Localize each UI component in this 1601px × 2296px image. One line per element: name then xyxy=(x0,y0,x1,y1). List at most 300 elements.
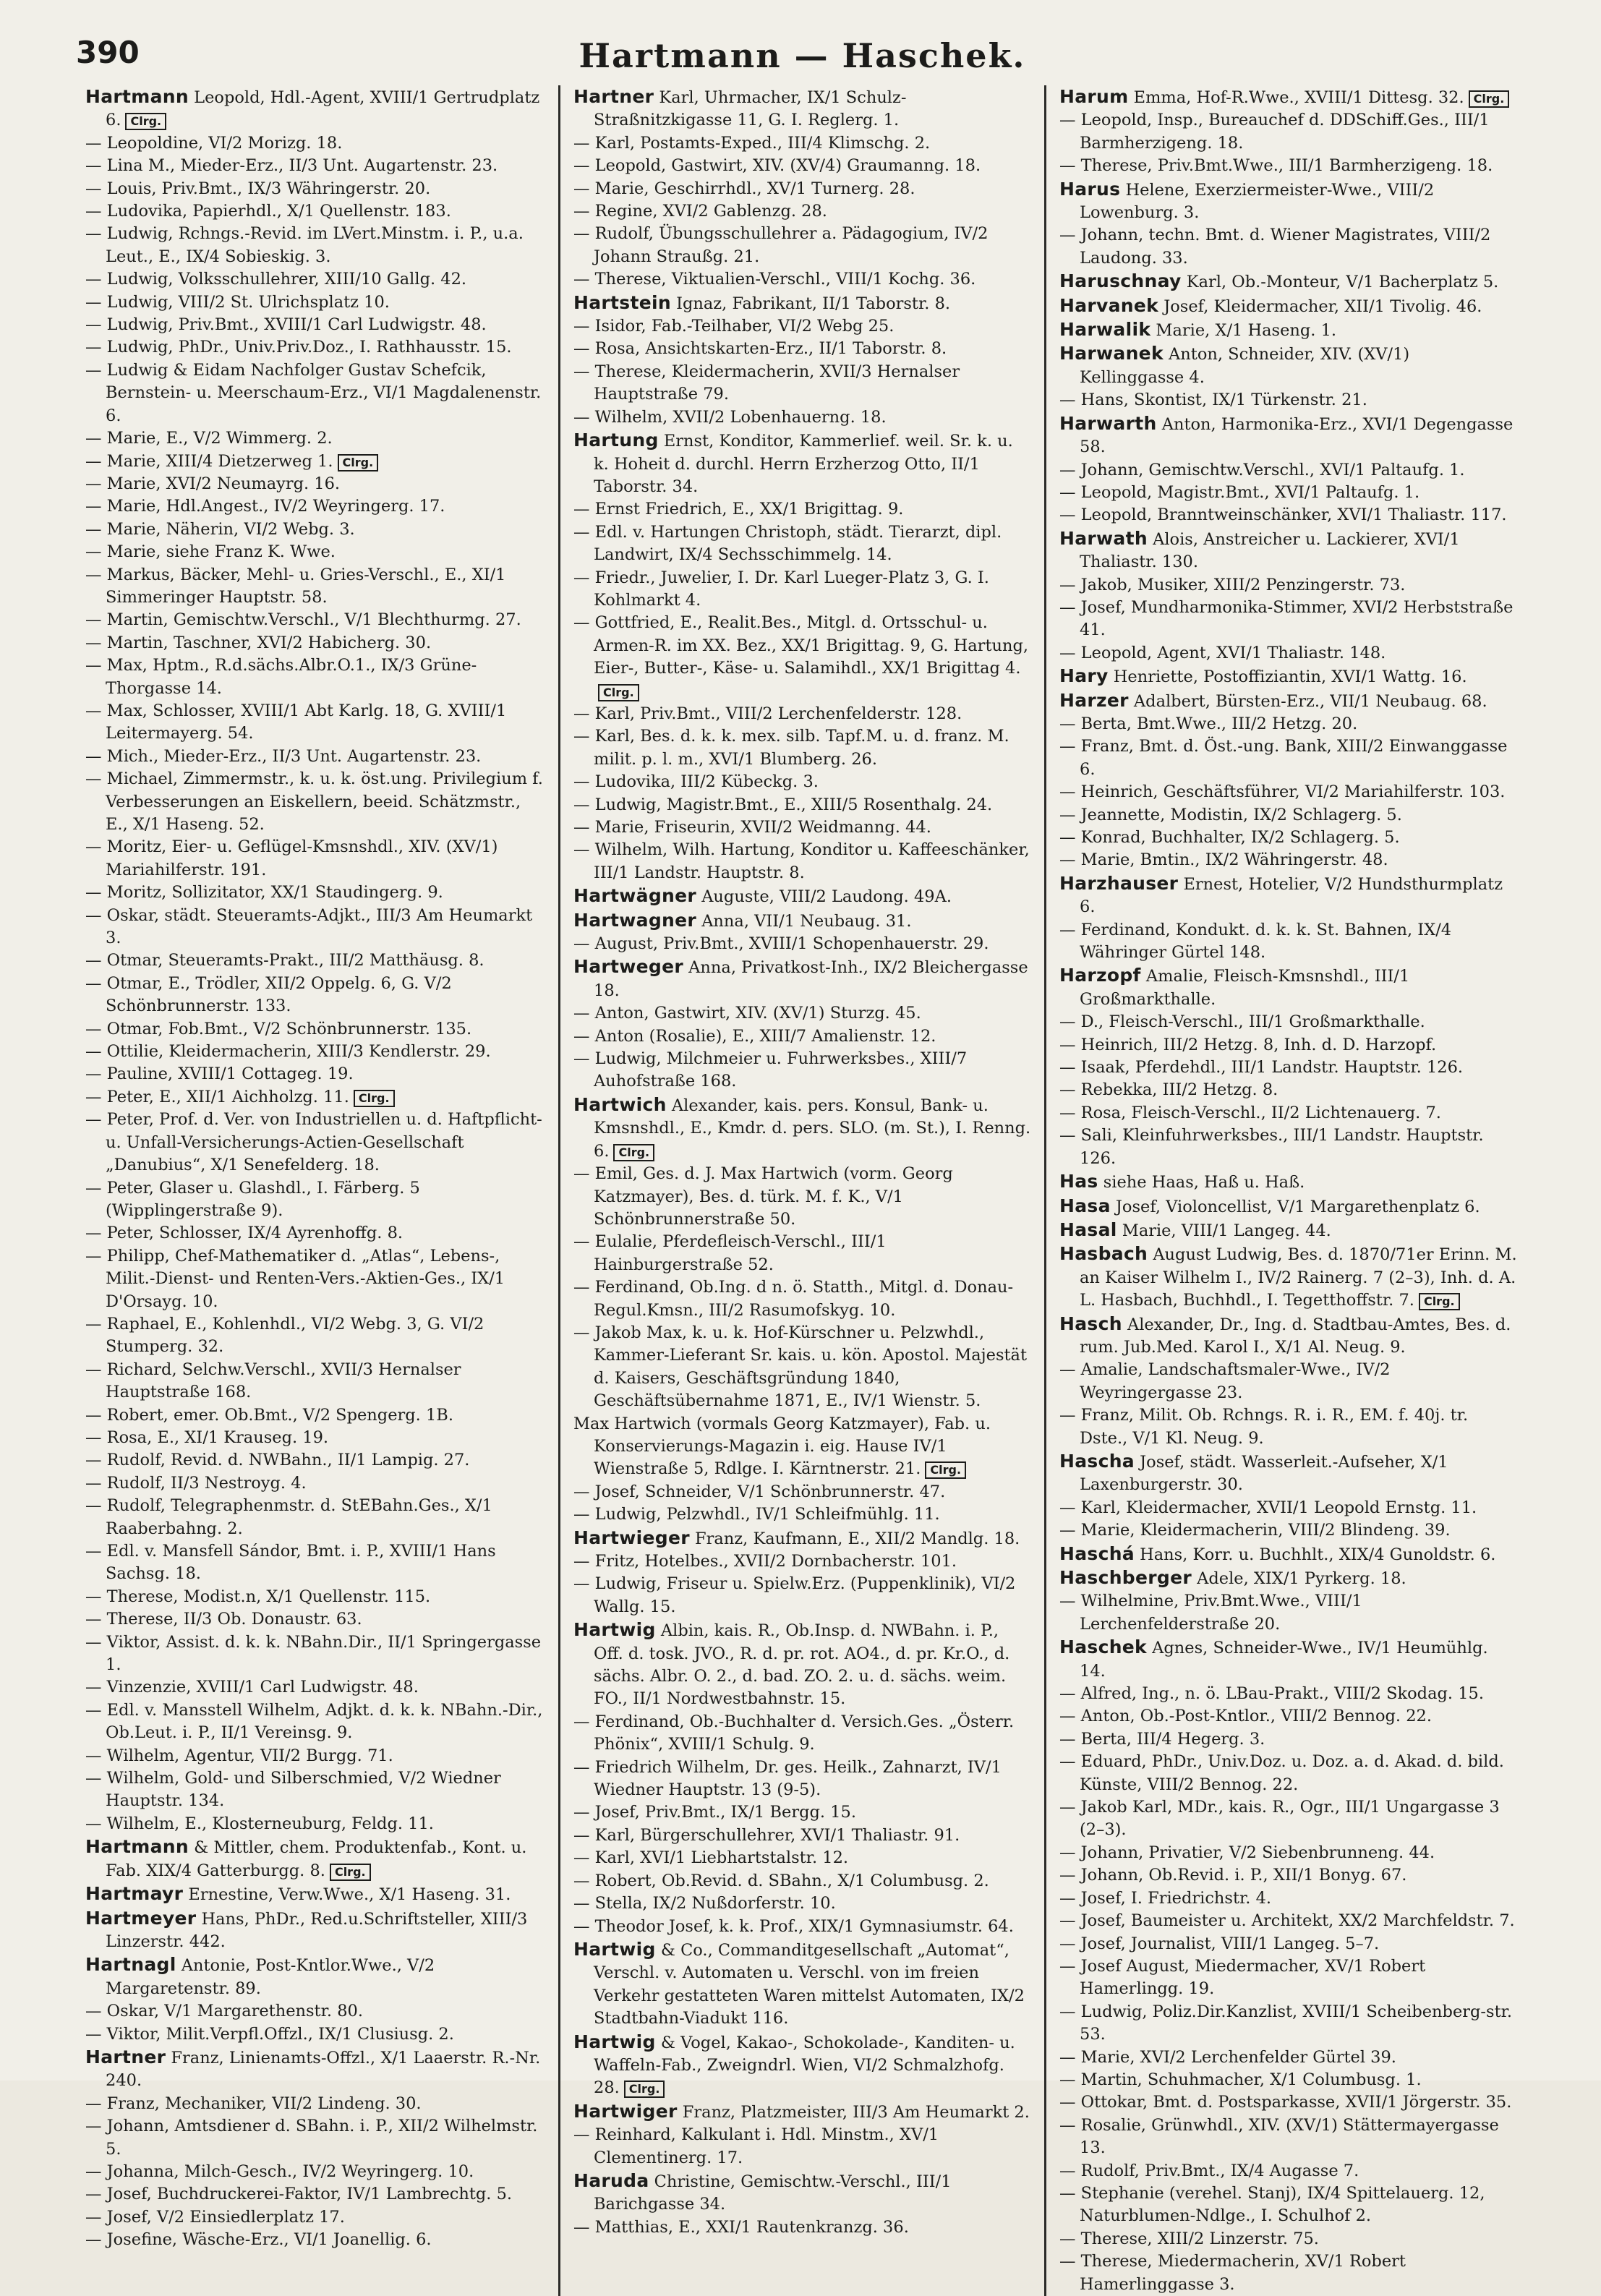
directory-entry xyxy=(1059,1034,1517,1057)
entry-text: — Ernst Friedrich, E., XX/1 Brigittag. 9. xyxy=(573,500,904,519)
directory-entry xyxy=(1059,1242,1517,1312)
directory-entry xyxy=(1059,2001,1517,2047)
directory-entry xyxy=(85,905,545,950)
entry-surname: Haruschnay xyxy=(1059,270,1182,292)
directory-entry xyxy=(1059,1910,1517,1932)
entry-text: — Berta, Bmt.Wwe., III/2 Hetzg. 20. xyxy=(1059,714,1358,733)
entry-text: — Johann, Gemischtw.Verschl., XVI/1 Paltaufg. 1. xyxy=(1059,460,1465,479)
entry-text: — Rudolf, Telegraphenmstr. d. StEBahn.Ges., X/1 Raaberbahng. 2. xyxy=(85,1496,492,1538)
entry-surname: Haschek xyxy=(1059,1636,1147,1658)
clearing-badge: Clrg. xyxy=(1469,90,1510,108)
directory-entry xyxy=(85,564,545,610)
directory-entry xyxy=(1059,2114,1517,2160)
entry-text: — Rosa, Ansichtskarten-Erz., II/1 Taborstr. 8. xyxy=(573,339,947,359)
entry-text: Ernst, Konditor, Kammerlief. weil. Sr. k. u. k. Hoheit d. durchl. Herrn Erzherzog Otto, II/1 Taborstr. 34. xyxy=(594,432,1013,496)
directory-entry xyxy=(573,2031,1031,2100)
directory-entry xyxy=(85,155,545,177)
entry-text: — Rosalie, Grünwhdl., XIV. (XV/1) Stättermayergasse 13. xyxy=(1059,2115,1499,2158)
directory-entry xyxy=(85,132,545,155)
directory-entry xyxy=(573,361,1031,406)
entry-text: — Josefine, Wäsche-Erz., VI/1 Joanellig. 6. xyxy=(85,2230,432,2250)
directory-entry xyxy=(85,1631,545,1677)
entry-text: Amalie, Fleisch-Kmsnshdl., III/1 Großmarkthalle. xyxy=(1080,967,1410,1009)
directory-entry xyxy=(85,1835,545,1882)
directory-entry xyxy=(573,1231,1031,1276)
entry-text: Anton, Schneider, XIV. (XV/1) Kellinggasse 4. xyxy=(1080,345,1410,387)
entry-surname: Hascha xyxy=(1059,1450,1135,1472)
entry-text: — Ludwig, Milchmeier u. Fuhrwerksbes., XIII/7 Auhofstraße 168. xyxy=(573,1049,968,1091)
entry-text: — Karl, Kleidermacher, XVII/1 Leopold Ernstg. 11. xyxy=(1059,1498,1477,1517)
entry-text: — Eulalie, Pferdefleisch-Verschl., III/1 Hainburgerstraße 52. xyxy=(573,1232,887,1274)
directory-entry xyxy=(85,654,545,700)
entry-surname: Harzer xyxy=(1059,689,1129,711)
entry-text: — Friedr., Juwelier, I. Dr. Karl Lueger-Platz 3, G. I. Kohlmarkt 4. xyxy=(573,568,989,610)
entry-text: — Marie, Näherin, VI/2 Webg. 3. xyxy=(85,519,355,539)
directory-entry xyxy=(1059,1796,1517,1842)
entry-surname: Hasch xyxy=(1059,1313,1122,1334)
entry-text: — Jakob Max, k. u. k. Hof-Kürschner u. Pelzwhdl., Kammer-Lieferant Sr. kais. u. kön. Apostol. Majestät d. Kaisers, Geschäftsgründung 1840, Geschäftsübernahme 1871, E., IV/1 Wienstr. 5. xyxy=(573,1323,1028,1411)
entry-text: Alexander, kais. pers. Konsul, Bank- u. Kmsnshdl., E., Kmdr. d. pers. SLO. (m. St.), I. Renng. 6. xyxy=(594,1096,1031,1161)
directory-entry xyxy=(573,1413,1031,1481)
directory-entry xyxy=(573,1870,1031,1892)
directory-entry xyxy=(1059,1102,1517,1124)
entry-text: — Josef, I. Friedrichstr. 4. xyxy=(1059,1888,1272,1908)
directory-entry xyxy=(1059,109,1517,155)
entry-text: — Leopold, Magistr.Bmt., XVI/1 Paltaufg. 1. xyxy=(1059,482,1420,502)
entry-text: — Peter, E., XII/1 Aichholzg. 11. xyxy=(85,1087,349,1106)
directory-entry xyxy=(85,85,545,132)
entry-text: — August, Priv.Bmt., XVIII/1 Schopenhauerstr. 29. xyxy=(573,934,989,954)
entry-text: Ernest, Hotelier, V/2 Hundsthurmplatz 6. xyxy=(1080,874,1503,917)
directory-entry xyxy=(85,1953,545,2000)
directory-entry xyxy=(573,567,1031,613)
directory-entry xyxy=(1059,1933,1517,1955)
entry-surname: Hasbach xyxy=(1059,1243,1148,1265)
directory-entry xyxy=(573,771,1031,793)
entry-text: — Edl. v. Mansstell Wilhelm, Adjkt. d. k. k. NBahn.-Dir., Ob.Leut. i. P., II/1 Vereinsg. 9. xyxy=(85,1700,543,1743)
entry-text: — Fritz, Hotelbes., XVII/2 Dornbacherstr. 101. xyxy=(573,1552,957,1571)
directory-entry xyxy=(85,1404,545,1427)
entry-text: — Markus, Bäcker, Mehl- u. Gries-Verschl., E., XI/1 Simmeringer Hauptstr. 58. xyxy=(85,565,506,607)
directory-entry xyxy=(85,1359,545,1404)
directory-entry xyxy=(85,1449,545,1472)
directory-entry xyxy=(1059,2091,1517,2114)
directory-entry xyxy=(573,1711,1031,1757)
clearing-badge: Clrg. xyxy=(354,1090,395,1107)
directory-entry xyxy=(1059,1450,1517,1497)
entry-text: — Anton, Ob.-Post-Kntlor., VIII/2 Bennog. 22. xyxy=(1059,1707,1432,1726)
entry-surname: Hartwägner xyxy=(573,885,697,907)
entry-text: — Ludwig, VIII/2 St. Ulrichsplatz 10. xyxy=(85,292,390,312)
directory-entry xyxy=(573,429,1031,498)
directory-entry xyxy=(1059,964,1517,1011)
entry-text: Helene, Exerziermeister-Wwe., VIII/2 Lowenburg. 3. xyxy=(1080,180,1435,223)
entry-surname: Harwarth xyxy=(1059,412,1157,434)
entry-text: — Rosa, E., XI/1 Krauseg. 19. xyxy=(85,1427,329,1447)
directory-entry xyxy=(1059,849,1517,871)
directory-entry xyxy=(1059,1542,1517,1566)
directory-entry xyxy=(573,1002,1031,1025)
directory-entry xyxy=(85,223,545,268)
entry-text: — Ottokar, Bmt. d. Postsparkasse, XVII/1 Jörgerstr. 35. xyxy=(1059,2093,1512,2112)
entry-text: — Ludwig, Magistr.Bmt., E., XIII/5 Rosenthalg. 24. xyxy=(573,795,993,814)
directory-entry xyxy=(573,725,1031,771)
entry-text: — Josef, Schneider, V/1 Schönbrunnerstr. 47. xyxy=(573,1482,946,1501)
entry-text: siehe Haas, Haß u. Haß. xyxy=(1103,1173,1305,1192)
directory-entry xyxy=(1059,1751,1517,1796)
entry-text: Franz, Platzmeister, III/3 Am Heumarkt 2. xyxy=(682,2102,1030,2122)
entry-text: — Otmar, Fob.Bmt., V/2 Schönbrunnerstr. 135. xyxy=(85,1019,472,1038)
directory-entry xyxy=(1059,872,1517,919)
entry-text: — Max, Schlosser, XVIII/1 Abt Karlg. 18, G. XVIII/1 Leitermayerg. 54. xyxy=(85,701,507,743)
directory-entry xyxy=(1059,342,1517,389)
directory-entry xyxy=(85,882,545,904)
directory-entry xyxy=(1059,1955,1517,2001)
entry-text: — Johanna, Milch-Gesch., IV/2 Weyringerg. 10. xyxy=(85,2161,474,2181)
entry-surname: Hartwiger xyxy=(573,2100,678,2122)
entry-text: — Amalie, Landschaftsmaler-Wwe., IV/2 Weyringergasse 23. xyxy=(1059,1360,1391,1402)
entry-text: — Otmar, Steueramts-Prakt., III/2 Matthäusg. 8. xyxy=(85,951,484,970)
entry-surname: Harzopf xyxy=(1059,965,1141,986)
entry-text: — Robert, Ob.Revid. d. SBahn., X/1 Columbusg. 2. xyxy=(573,1871,989,1890)
entry-text: — Rebekka, III/2 Hetzg. 8. xyxy=(1059,1080,1278,1100)
directory-entry xyxy=(1059,642,1517,665)
entry-text: — Vinzenzie, XVIII/1 Carl Ludwigstr. 48. xyxy=(85,1678,419,1697)
entry-text: Christine, Gemischtw.-Verschl., III/1 Barichgasse 34. xyxy=(594,2172,952,2214)
entry-surname: Haschá xyxy=(1059,1542,1135,1564)
directory-entry xyxy=(573,291,1031,315)
directory-entry xyxy=(85,1767,545,1813)
entry-text: — Oskar, V/1 Margarethenstr. 80. xyxy=(85,2002,363,2021)
directory-entry xyxy=(573,1025,1031,1048)
entry-text: — Josef August, Miedermacher, XV/1 Robert Hamerlingg. 19. xyxy=(1059,1956,1426,1999)
directory-entry xyxy=(573,1938,1031,2031)
entry-surname: Hartwig xyxy=(573,1938,656,1960)
clearing-badge: Clrg. xyxy=(613,1144,654,1161)
directory-entry xyxy=(1059,827,1517,849)
entry-surname: Harzhauser xyxy=(1059,872,1179,894)
entry-text: — Ludwig, PhDr., Univ.Priv.Doz., I. Rathhausstr. 15. xyxy=(85,338,512,357)
entry-text: — Martin, Gemischtw.Verschl., V/1 Blechthurmg. 27. xyxy=(85,610,521,630)
entry-text: Alexander, Dr., Ing. d. Stadtbau-Amtes, Bes. d. rum. Jub.Med. Karol I., X/1 Al. Neug. 9. xyxy=(1080,1315,1511,1357)
directory-entry xyxy=(85,2023,545,2046)
directory-entry xyxy=(1059,735,1517,781)
directory-entry xyxy=(1059,85,1517,109)
directory-entry xyxy=(85,1109,545,1177)
directory-entry xyxy=(1059,1011,1517,1033)
directory-entry xyxy=(1059,527,1517,574)
directory-entry xyxy=(573,315,1031,338)
entry-text: — Ludwig, Friseur u. Spielw.Erz. (Puppenklinik), VI/2 Wallg. 15. xyxy=(573,1574,1016,1616)
entry-text: Anton, Harmonika-Erz., XVI/1 Degengasse 58. xyxy=(1080,414,1514,457)
entry-text: — Matthias, E., XXI/1 Rautenkranzg. 36. xyxy=(573,2217,909,2237)
entry-surname: Harwanek xyxy=(1059,343,1164,364)
directory-entry xyxy=(573,884,1031,908)
entry-text: — Sali, Kleinfuhrwerksbes., III/1 Landstr. Hauptstr. 126. xyxy=(1059,1126,1484,1168)
directory-entry xyxy=(1059,412,1517,459)
entry-text: — Therese, XIII/2 Linzerstr. 75. xyxy=(1059,2229,1319,2248)
running-head: Hartmann — Haschek. xyxy=(579,36,1026,75)
entry-text: — Oskar, städt. Steueramts-Adjkt., III/3 Am Heumarkt 3. xyxy=(85,905,533,948)
directory-entry xyxy=(573,1618,1031,1711)
directory-entry xyxy=(1059,689,1517,713)
directory-entry xyxy=(1059,504,1517,526)
directory-entry xyxy=(573,2124,1031,2169)
entry-text: — Leopold, Gastwirt, XIV. (XV/4) Graumanng. 18. xyxy=(573,156,981,176)
directory-entry xyxy=(85,2229,545,2251)
entry-text: — Karl, Bes. d. k. k. mex. silb. Tapf.M. u. d. franz. M. milit. p. l. m., XVI/1 Blumberg. 26. xyxy=(573,727,1009,769)
entry-text: — Leopold, Branntweinschänker, XVI/1 Thaliastr. 117. xyxy=(1059,505,1507,525)
directory-entry xyxy=(1059,597,1517,642)
entry-text: — Konrad, Buchhalter, IX/2 Schlagerg. 5. xyxy=(1059,828,1400,847)
entry-text: — Jakob Karl, MDr., kais. R., Ogr., III/1 Ungargasse 3 (2–3). xyxy=(1059,1798,1500,1840)
entry-surname: Hartweger xyxy=(573,956,684,978)
entry-text: & Mittler, chem. Produktenfab., Kont. u. Fab. XIX/4 Gatterburgg. 8. xyxy=(106,1838,527,1880)
directory-entry xyxy=(85,1086,545,1109)
entry-text: — Emil, Ges. d. J. Max Hartwich (vorm. Georg Katzmayer), Bes. d. türk. M. f. K., V/1 Schönbrunnerstraße 50. xyxy=(573,1164,953,1229)
directory-entry xyxy=(573,223,1031,268)
directory-entry xyxy=(1059,155,1517,177)
directory-entry xyxy=(1059,1887,1517,1910)
directory-entry xyxy=(85,1313,545,1359)
clearing-badge: Clrg. xyxy=(330,1864,371,1881)
entry-text: — Berta, III/4 Hegerg. 3. xyxy=(1059,1729,1265,1749)
directory-entry xyxy=(1059,1170,1517,1194)
clearing-badge: Clrg. xyxy=(624,2081,665,2098)
directory-entry xyxy=(1059,2182,1517,2228)
entry-text: — Karl, Bürgerschullehrer, XVI/1 Thaliastr. 91. xyxy=(573,1825,960,1845)
directory-entry xyxy=(1059,1079,1517,1101)
entry-text: — Therese, II/3 Ob. Donaustr. 63. xyxy=(85,1610,362,1629)
entry-surname: Hartwagner xyxy=(573,909,697,931)
directory-entry xyxy=(573,338,1031,360)
directory-entry xyxy=(573,1573,1031,1618)
directory-entry xyxy=(85,2046,545,2093)
entry-text: — Marie, XVI/2 Neumayrg. 16. xyxy=(85,474,341,493)
directory-entry xyxy=(1059,1219,1517,1242)
directory-entry xyxy=(85,700,545,746)
directory-entry xyxy=(85,1745,545,1767)
entry-text: — Rudolf, Übungsschullehrer a. Pädagogium, IV/2 Johann Straußg. 21. xyxy=(573,224,989,266)
entry-text: — Franz, Milit. Ob. Rchngs. R. i. R., EM. f. 40j. tr. Dste., V/1 Kl. Neug. 9. xyxy=(1059,1406,1469,1448)
directory-entry xyxy=(573,1048,1031,1093)
directory-entry xyxy=(85,2115,545,2161)
entry-text: — Pauline, XVIII/1 Cottageg. 19. xyxy=(85,1064,354,1084)
entry-text: — Reinhard, Kalkulant i. Hdl. Minstm., XV/1 Clementinerg. 17. xyxy=(573,2125,939,2167)
entry-text: — Therese, Viktualien-Verschl., VIII/1 Kochg. 36. xyxy=(573,270,976,289)
entry-text: — Josef, Journalist, VIII/1 Langeg. 5–7. xyxy=(1059,1934,1380,1953)
entry-text: — Wilhelmine, Priv.Bmt.Wwe., VIII/1 Lerchenfelderstraße 20. xyxy=(1059,1592,1362,1634)
directory-entry xyxy=(1059,294,1517,318)
directory-entry xyxy=(85,1813,545,1835)
entry-surname: Harwath xyxy=(1059,527,1148,549)
entry-text: — Viktor, Assist. d. k. k. NBahn.Dir., II/1 Springergasse 1. xyxy=(85,1632,542,1675)
directory-entry xyxy=(573,612,1031,703)
entry-text: — Ludwig, Rchngs.-Revid. im LVert.Minstm. i. P., u.a. Leut., E., IX/4 Sobieskig. 3. xyxy=(85,224,524,266)
entry-text: — Leopold, Insp., Bureauchef d. DDSchiff.Ges., III/1 Barmherzigeng. 18. xyxy=(1059,111,1490,153)
entry-text: — Friedrich Wilhelm, Dr. ges. Heilk., Zahnarzt, IV/1 Wiedner Hauptstr. 13 (9-5). xyxy=(573,1757,1002,1800)
entry-text: Josef, städt. Wasserleit.-Aufseher, X/1 Laxenburgerstr. 30. xyxy=(1080,1452,1448,1495)
clearing-badge: Clrg. xyxy=(338,454,379,471)
directory-entry xyxy=(1059,1313,1517,1360)
directory-entry xyxy=(85,495,545,518)
entry-text: — Therese, Modist.n, X/1 Quellenstr. 115. xyxy=(85,1587,431,1606)
entry-text: Albin, kais. R., Ob.Insp. d. NWBahn. i. P., Off. d. tosk. JVO., R. d. pr. rot. AO4., d. pr. Kr.O., d. sächs. Albr. O. 2., d. bad. ZO. 2. u. d. sächs. weim. FO., II/1 Nordwestbahnstr. 15. xyxy=(594,1621,1010,1709)
directory-entry xyxy=(85,314,545,336)
entry-text: & Co., Commanditgesellschaft „Automat“, Verschl. v. Automaten u. Verschl. von im freien Verkehr gestatteten Waren mittelst Automaten, IX/2 Stadtbahn-Viadukt 116. xyxy=(594,1940,1025,2028)
entry-text: — Marie, XVI/2 Lerchenfelder Gürtel 39. xyxy=(1059,2047,1396,2067)
directory-entry xyxy=(573,1916,1031,1938)
entry-text: — Rudolf, Priv.Bmt., IX/4 Augasse 7. xyxy=(1059,2161,1359,2180)
entry-text: Max Hartwich (vormals Georg Katzmayer), Fab. u. Konservierungs-Magazin i. eig. Hause IV/1 Wienstraße 5, Rdlge. I. Kärntnerstr. 21. xyxy=(573,1414,991,1479)
directory-entry xyxy=(1059,1636,1517,1683)
entry-surname: Hartmann xyxy=(85,1836,189,1858)
entry-text: Ignaz, Fabrikant, II/1 Taborstr. 8. xyxy=(676,294,951,313)
entry-text: — Anton (Rosalie), E., XIII/7 Amalienstr. 12. xyxy=(573,1026,936,1046)
directory-entry xyxy=(573,1503,1031,1526)
entry-text: — Ludwig, Priv.Bmt., XVIII/1 Carl Ludwigstr. 48. xyxy=(85,315,487,335)
entry-text: — Wilhelm, Agentur, VII/2 Burgg. 71. xyxy=(85,1746,393,1765)
entry-text: — Marie, E., V/2 Wimmerg. 2. xyxy=(85,429,333,448)
entry-text: Leopold, Hdl.-Agent, XVIII/1 Gertrudplatz 6. xyxy=(106,88,540,130)
directory-entry xyxy=(85,2000,545,2023)
entry-text: Anna, VII/1 Neubaug. 31. xyxy=(701,911,912,931)
entry-text: — Jeannette, Modistin, IX/2 Schlagerg. 5. xyxy=(1059,805,1402,824)
directory-entry xyxy=(573,1481,1031,1503)
entry-text: Ernestine, Verw.Wwe., X/1 Haseng. 31. xyxy=(188,1885,511,1905)
entry-surname: Has xyxy=(1059,1171,1098,1192)
directory-entry xyxy=(573,2100,1031,2124)
directory-entry xyxy=(85,473,545,495)
directory-entry xyxy=(1059,1057,1517,1079)
directory-entry xyxy=(85,609,545,631)
entry-text: — Edl. v. Hartungen Christoph, städt. Tierarzt, dipl. Landwirt, IX/4 Sechsschimmelg. 14. xyxy=(573,522,1002,565)
entry-text: — Peter, Glaser u. Glashdl., I. Färberg. 5 (Wipplingerstraße 9). xyxy=(85,1178,420,1220)
entry-surname: Hartwieger xyxy=(573,1527,690,1548)
directory-entry xyxy=(573,1322,1031,1413)
entry-text: — Marie, Geschirrhdl., XV/1 Turnerg. 28. xyxy=(573,179,915,198)
directory-entry xyxy=(1059,1705,1517,1728)
entry-text: — Josef, V/2 Einsiedlerplatz 17. xyxy=(85,2207,345,2227)
directory-entry xyxy=(1059,2069,1517,2091)
directory-entry xyxy=(85,1041,545,1063)
directory-entry xyxy=(573,1093,1031,1163)
entry-text: — Robert, emer. Ob.Bmt., V/2 Spengerg. 1B. xyxy=(85,1405,453,1425)
entry-text: — Stella, IX/2 Nußdorferstr. 10. xyxy=(573,1894,836,1913)
directory-entry xyxy=(573,1527,1031,1550)
directory-entry xyxy=(85,1676,545,1699)
directory-entry xyxy=(1059,1864,1517,1887)
directory-entry xyxy=(573,1276,1031,1322)
entry-text: Marie, VIII/1 Langeg. 44. xyxy=(1122,1221,1331,1240)
entry-surname: Hartstein xyxy=(573,291,671,313)
directory-entry xyxy=(1059,459,1517,482)
entry-surname: Hartner xyxy=(85,2046,166,2067)
entry-text: — Michael, Zimmermstr., k. u. k. öst.ung. Privilegium f. Verbesserungen an Eiskellern, beeid. Schätzmstr., E., X/1 Haseng. 52. xyxy=(85,769,543,834)
entry-text: — Ludovika, III/2 Kübeckg. 3. xyxy=(573,772,819,792)
directory-entry xyxy=(85,1586,545,1608)
directory-entry xyxy=(573,406,1031,429)
directory-entry xyxy=(85,1882,545,1906)
entry-text: — Raphael, E., Kohlenhdl., VI/2 Webg. 3, G. VI/2 Stumperg. 32. xyxy=(85,1314,484,1357)
entry-surname: Hartner xyxy=(573,86,654,107)
directory-entry xyxy=(1059,1404,1517,1450)
entry-text: — Franz, Mechaniker, VII/2 Lindeng. 30. xyxy=(85,2094,422,2113)
directory-entry xyxy=(85,359,545,427)
entry-text: — Marie, XIII/4 Dietzerweg 1. xyxy=(85,451,333,471)
directory-entry xyxy=(573,839,1031,884)
entry-text: — Ferdinand, Kondukt. d. k. k. St. Bahnen, IX/4 Währinger Gürtel 148. xyxy=(1059,920,1452,963)
entry-surname: Hartwig xyxy=(573,1619,656,1641)
directory-entry xyxy=(1059,482,1517,504)
directory-entry xyxy=(85,291,545,314)
directory-entry xyxy=(1059,1683,1517,1705)
entry-text: — Rudolf, II/3 Nestroyg. 4. xyxy=(85,1473,307,1493)
directory-entry xyxy=(1059,804,1517,827)
directory-entry xyxy=(1059,1728,1517,1751)
directory-entry xyxy=(1059,665,1517,688)
directory-entry xyxy=(85,1495,545,1540)
directory-entry xyxy=(573,816,1031,839)
entry-text: — Marie, Friseurin, XVII/2 Weidmanng. 44. xyxy=(573,818,931,837)
entry-text: — Heinrich, III/2 Hetzg. 8, Inh. d. D. Harzopf. xyxy=(1059,1035,1437,1054)
directory-entry xyxy=(573,498,1031,521)
entry-text: — Wilhelm, E., Klosterneuburg, Feldg. 11. xyxy=(85,1814,434,1833)
entry-text: Agnes, Schneider-Wwe., IV/1 Heumühlg. 14. xyxy=(1080,1639,1488,1681)
entry-surname: Hartnagl xyxy=(85,1954,176,1976)
entry-text: — Peter, Schlosser, IX/4 Ayrenhoffg. 8. xyxy=(85,1224,404,1243)
entry-text: Emma, Hof-R.Wwe., XVIII/1 Dittesg. 32. xyxy=(1133,88,1464,107)
entry-text: — Wilhelm, XVII/2 Lobenhauerng. 18. xyxy=(573,407,887,427)
directory-entry xyxy=(1059,178,1517,225)
directory-entry xyxy=(573,155,1031,177)
entry-text: Josef, Kleidermacher, XII/1 Tivolig. 46. xyxy=(1164,296,1482,316)
entry-text: — Richard, Selchw.Verschl., XVII/3 Hernalser Hauptstraße 168. xyxy=(85,1360,461,1402)
entry-text: — Ottilie, Kleidermacherin, XIII/3 Kendlerstr. 29. xyxy=(85,1042,491,1062)
directory-entry xyxy=(85,1222,545,1245)
column-2 xyxy=(558,85,1044,2296)
entry-text: — Theodor Josef, k. k. Prof., XIX/1 Gymnasiumstr. 64. xyxy=(573,1916,1014,1936)
entry-text: — Max, Hptm., R.d.sächs.Albr.O.1., IX/3 Grüne-Thorgasse 14. xyxy=(85,656,477,698)
entry-text: Hans, PhDr., Red.u.Schriftsteller, XIII/3 Linzerstr. 442. xyxy=(106,1909,528,1951)
directory-entry xyxy=(573,1163,1031,1231)
entry-text: — Ferdinand, Ob.-Buchhalter d. Versich.Ges. „Österr. Phönix“, XVIII/1 Schulg. 9. xyxy=(573,1712,1015,1754)
entry-text: — Peter, Prof. d. Ver. von Industriellen u. d. Haftpflicht- u. Unfall-Versicherungs-Actien-Gesellschaft „Danubius“, X/1 Senefelderg. 18. xyxy=(85,1110,542,1175)
entry-text: — Ludovika, Papierhdl., X/1 Quellenstr. 183. xyxy=(85,202,451,221)
entry-surname: Hartwich xyxy=(573,1093,667,1115)
entry-text: — Ferdinand, Ob.Ing. d n. ö. Statth., Mitgl. d. Donau-Regul.Kmsn., III/2 Rasumofskyg. 10. xyxy=(573,1278,1014,1320)
directory-entry xyxy=(1059,389,1517,411)
entry-text: — Therese, Miedermacherin, XV/1 Robert Hamerlinggasse 3. xyxy=(1059,2252,1406,2294)
entry-text: — Otmar, E., Trödler, XII/2 Oppelg. 6, G. V/2 Schönbrunnerstr. 133. xyxy=(85,973,452,1016)
column-3 xyxy=(1044,85,1530,2296)
directory-entry xyxy=(573,85,1031,132)
directory-entry xyxy=(85,1907,545,1954)
entry-text: — Gottfried, E., Realit.Bes., Mitgl. d. Ortsschul- u. Armen-R. im XX. Bez., XX/1 Brigittag. 9, G. Hartung, Eier-, Butter-, Käse- u. Salamihdl., XX/1 Brigittag 4. xyxy=(573,613,1029,678)
directory-entry xyxy=(1059,224,1517,270)
entry-text: Marie, X/1 Haseng. 1. xyxy=(1156,321,1337,341)
page-header xyxy=(76,29,1529,80)
entry-text: Josef, Violoncellist, V/1 Margarethenplatz 6. xyxy=(1115,1197,1480,1216)
entry-text: — Anton, Gastwirt, XIV. (XV/1) Sturzg. 45. xyxy=(573,1004,921,1023)
directory-entry xyxy=(85,1063,545,1085)
entry-surname: Harus xyxy=(1059,178,1121,200)
entry-text: — Heinrich, Geschäftsführer, VI/2 Mariahilferstr. 103. xyxy=(1059,782,1506,802)
entry-text: — Isidor, Fab.-Teilhaber, VI/2 Webg 25. xyxy=(573,317,895,336)
directory-entry xyxy=(1059,1519,1517,1542)
directory-entry xyxy=(85,1540,545,1586)
entry-text: Alois, Anstreicher u. Lackierer, XVI/1 Thaliastr. 130. xyxy=(1080,529,1460,572)
